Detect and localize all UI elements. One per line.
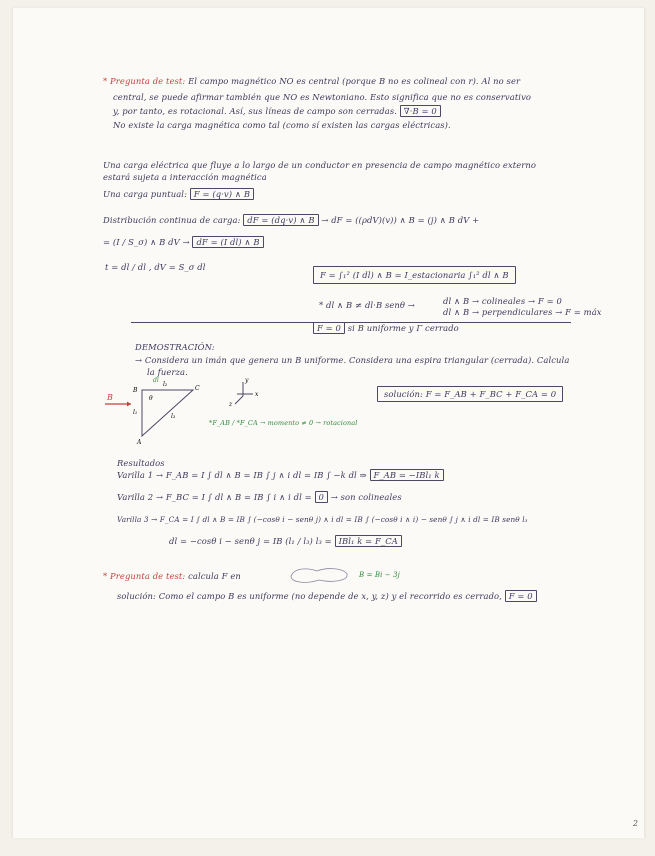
rod2-result: 0 [315,491,328,503]
q1-text-1: El campo magnético NO es central (porque B no es colineal con r). Al no ser [188,76,521,86]
side-l1: l₁ [133,409,138,416]
solution-box: solución: F = F_AB + F_BC + F_CA = 0 [377,386,563,402]
q1-line1 [103,76,520,87]
continuous-line [103,214,479,226]
cross-product-note: * dl ∧ B ≠ dl·B senθ → [319,300,415,310]
point-charge-formula: F = (q·v) ∧ B [190,188,254,200]
rod3-line [117,514,528,525]
axis-z: z [229,401,233,408]
current-text: = (I / S_σ) ∧ B dV → [103,237,190,247]
angle-label: θ [149,395,153,402]
q1-line3 [113,105,441,117]
triangle-diagram [97,374,377,452]
q1-line4: No existe la carga magnética como tal (como sí existen las cargas eléctricas). [113,120,451,130]
vertex-a: A [137,439,142,446]
rod3-continuation [169,535,402,547]
closed-circuit-text: si B uniforme y Γ cerrado [347,323,459,333]
rod3-step: = IB (l₁ / l₃) l₃ = [262,536,332,546]
side-l2: l₂ [163,381,168,388]
q2-solution-text: solución: Como el campo B es uniforme (no depende de x, y, z) y el recorrido es cerrado, [117,591,502,601]
force-integral [313,266,516,284]
q2-hint: B = Bi − 3j [359,571,400,579]
vertex-b: B [133,387,138,394]
results-title: Resultados [117,458,165,468]
current-formula: dF = (I dl) ∧ B [192,236,263,248]
closed-circuit-line [313,322,459,334]
vertex-c: C [195,385,200,392]
axis-x: x [255,391,259,398]
rod3-formula: F_CA = I ∫ dl ∧ B = IB ∫ (−cosθ i − senθ j) ∧ i dl = IB ∫ (−cosθ i ∧ i) − senθ ∫ j ∧ i dl = IB senθ l₃ [159,515,528,524]
dl-label: dl [153,377,159,384]
rod1-formula: F_AB = I ∫ dl ∧ B = IB ∫ j ∧ i dl = IB ∫ −k dl ⇒ [165,470,367,480]
rod2-note: → son colineales [330,492,402,502]
tangent-line: t = dl / dl , dV = S_σ dl [105,262,206,272]
demo-line2: la fuerza. [147,367,188,377]
continuous-formula: dF = (dq·v) ∧ B [243,214,318,226]
axis-y: y [245,377,249,384]
force-integral-box: F = ∫₁² (I dl) ∧ B = I_estacionaria ∫₁² dl ∧ B [313,266,516,284]
page-number: 2 [632,819,638,828]
side-l3: l₃ [171,413,176,420]
continuous-rest: → dF = ((ρdV)(v)) ∧ B = (j) ∧ B dV + [321,215,480,225]
rod1-line [117,469,444,481]
demo-title: DEMOSTRACIÓN: [135,342,215,352]
notebook-page [12,8,645,838]
rod2-label: Varilla 2 → [117,492,164,502]
moment-note: *F_AB / *F_CA → momento ≠ 0 → rotacional [209,419,358,427]
perpendicular-note: dl ∧ B → perpendiculares → F = máx [443,307,602,317]
q2-label: * Pregunta de test: [103,571,186,581]
q1-label: * Pregunta de test: [103,76,186,86]
divergence-box: ∇·B = 0 [400,105,441,117]
zero-force-box: F = 0 [313,322,345,334]
demo-line1: → Considera un imán que genera un B uniforme. Considera una espira triangular (cerrada). Calcula [135,355,570,365]
rod3-label: Varilla 3 → [117,515,158,524]
solution-line [377,386,563,402]
loop-sketch [287,565,351,585]
intro-line2: estará sujeta a interacción magnética [103,172,267,182]
q1-line2: central, se puede afirmar también que NO es Newtoniano. Esto significa que no es conservativo [113,92,532,102]
current-line [103,236,264,248]
intro-line1: Una carga eléctrica que fluye a lo largo de un conductor en presencia de campo magnético externo [103,160,537,170]
rod2-line [117,491,402,503]
q2-line1 [103,571,241,582]
rod1-label: Varilla 1 → [117,470,164,480]
point-charge-label: Una carga puntual: [103,189,188,199]
q2-line2 [117,590,537,602]
collinear-note: dl ∧ B → colineales → F = 0 [443,296,562,306]
q2-text-1: calcula F en [188,571,241,581]
q2-result: F = 0 [505,590,537,602]
rod1-result: F_AB = −IBl₁ k [370,469,444,481]
point-charge-line [103,188,254,200]
rod3-dl: dl = −cosθ i − senθ j [169,536,261,546]
field-label: B [107,393,113,402]
rod2-formula: F_BC = I ∫ dl ∧ B = IB ∫ i ∧ i dl = [165,492,312,502]
q1-text-3: y, por tanto, es rotacional. Así, sus líneas de campo son cerradas. [113,106,398,116]
rod3-result: IBl₁ k = F_CA [335,535,402,547]
continuous-label: Distribución continua de carga: [103,215,241,225]
